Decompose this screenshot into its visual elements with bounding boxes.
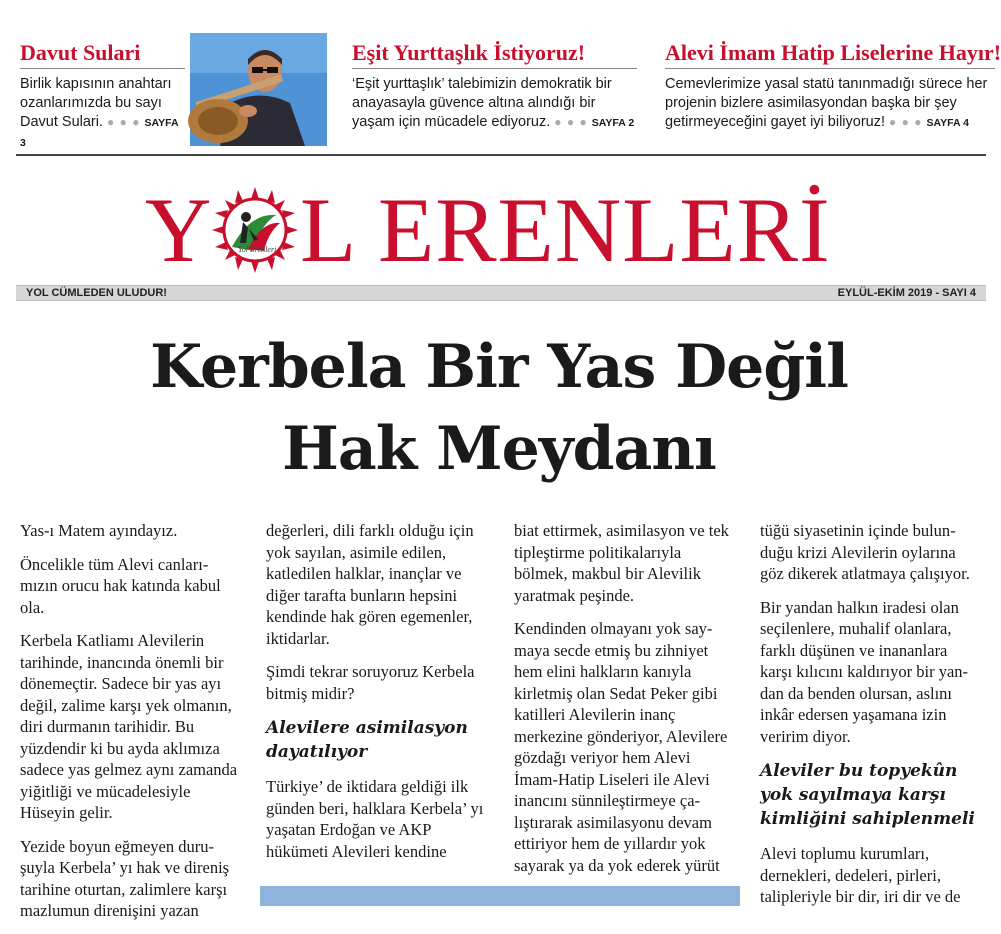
article-column-4 (760, 520, 980, 920)
headline-line-1: Kerbela Bir Yas Değil (150, 332, 848, 402)
paragraph: Kendinden olmayanı yok saymaya secde etmiş bu zihniyet hem elini halkların kanıyla kirletmiş olan Sedat Peker gibi katilleri Alevilerin inanç merkezine gönderiyor, Alevilere gözdağı veriyor hem Alevi İmam-Hatip Liseleri ile Alevi inancını sünnileştirmeye çalıştırarak asimilasyonu devam ettiriyor hem de yıllardır yok sayarak ya da yok ederek yürüt (514, 619, 728, 875)
masthead-letter-l: L (300, 179, 357, 281)
logo-caption: Yol Erenleri (238, 245, 277, 254)
paragraph: Kerbela Katliamı Alevilerin tarihinde, inancında önemli bir dönemeçtir. Sadece bir yas ayı değil, zalime karşı yek olmanın, diri durmanın tarihidir. Bu yüzdendir ki bu ayda aklımıza sadece yas gelmez aynı zamanda yiğitliği ve mücadelesiyle Hüseyin gelir. (20, 631, 238, 822)
masthead (0, 170, 998, 290)
paragraph: Yas-ı Matem ayındayız. (20, 521, 178, 540)
masthead-info-bar (16, 285, 986, 301)
masthead-erenleri: ERENLERİ (378, 179, 831, 281)
paragraph: Türkiye’ de iktidara geldiği ilk günden beri, halklara Kerbela’ yı yaşatan Erdoğan ve AKP hükümeti Alevileri kendine (266, 777, 484, 861)
sun-logo-icon (210, 185, 300, 275)
teaser-body: Birlik kapısının anahtarı ozanlarımızda bu sayı Davut Sulari. (20, 76, 172, 130)
teaser-text (352, 75, 637, 133)
page-ref[interactable]: SAYFA 4 (926, 117, 969, 129)
teaser-esit-yurttaslik[interactable] (352, 40, 637, 133)
dots-separator: ● ● ● (889, 115, 923, 129)
paragraph: Alevi toplumu kurumları, dernekleri, dedeleri, pirleri, talipleriyle bir dir, iri dir ve de (760, 844, 961, 906)
issue-date: EYLÜL-EKİM 2019 - SAYI 4 (837, 287, 976, 299)
teaser-text (665, 75, 995, 133)
teaser-title[interactable]: Davut Sulari (20, 40, 185, 69)
article-column-3 (514, 520, 734, 888)
article-column-2 (266, 520, 486, 874)
teaser-body: ‘Eşit yurttaşlık’ talebimizin demokratik bir anayasayla güvence altına alındığı bir yaşam için mücadele ediyoruz. (352, 76, 612, 130)
teaser-title[interactable]: Eşit Yurttaşlık İstiyoruz! (352, 40, 637, 69)
musician-photo (190, 33, 327, 146)
paragraph: Yezide boyun eğmeyen duruşuyla Kerbela’ yı hak ve direniş tarihine oturtan, zalimlere karşı mazlumun direnişini yazan (20, 836, 230, 920)
main-headline (0, 326, 998, 490)
paragraph: Bir yandan halkın iradesi olan seçilenlere, muhalif olanlara, farklı düşünen ve inananlara karşı kılıcını kaldırıyor bir yandan da benden olursan, aslını inkâr edersen yaşamana izin veririm diyor. (760, 597, 969, 746)
teaser-text (20, 75, 185, 153)
teaser-strip (0, 0, 1001, 160)
teaser-davut-sulari[interactable] (20, 40, 185, 153)
paragraph: biat ettirmek, asimilasyon ve tek tipleştirme politikalarıyla bölmek, makbul bir Alevilik yaratmak peşinde. (514, 521, 729, 605)
paragraph: Şimdi tekrar soruyoruz Kerbela bitmiş midir? (266, 662, 475, 703)
paragraph: değerleri, dili farklı olduğu için yok sayılan, asimile edilen, katledilen halklar, inançlar ve diğer tarafta bunların hepsini kendinde hak gören egemenler, iktidarlar. (266, 521, 474, 648)
headline-line-2: Hak Meydanı (282, 414, 716, 484)
teaser-imam-hatip[interactable] (665, 40, 1001, 133)
masthead-letter-y: Y (145, 179, 212, 281)
subheading: Aleviler bu topyekûn yok sayılmaya karşı kimliğini sahiplenmeli (760, 761, 975, 829)
paragraph: Öncelikle tüm Alevi canlarımızın orucu hak katında kabul ola. (20, 554, 221, 617)
page-ref[interactable]: SAYFA 2 (591, 117, 635, 129)
page-ref[interactable]: SAYFA 3 (20, 117, 179, 149)
teaser-body: Cemevlerimize yasal statü tanınmadığı sürece her projenin bizlere asimilasyondan başka bir şey getirmeyeceğini gayet iyi biliyoruz! (665, 76, 988, 130)
slogan: YOL CÜMLEDEN ULUDUR! (26, 287, 167, 299)
paragraph: tüğü siyasetinin içinde bulunduğu krizi Alevilerin oylarına göz dikerek atlatmaya çalışıyor. (760, 521, 970, 583)
dots-separator: ● ● ● (554, 115, 588, 129)
boxed-section-top (260, 886, 740, 906)
divider (16, 154, 986, 156)
subheading: Alevilere asimilasyon dayatılıyor (266, 718, 468, 762)
teaser-title[interactable]: Alevi İmam Hatip Liselerine Hayır! (665, 40, 995, 69)
dots-separator: ● ● ● (107, 115, 141, 129)
article-column-1 (20, 520, 240, 934)
